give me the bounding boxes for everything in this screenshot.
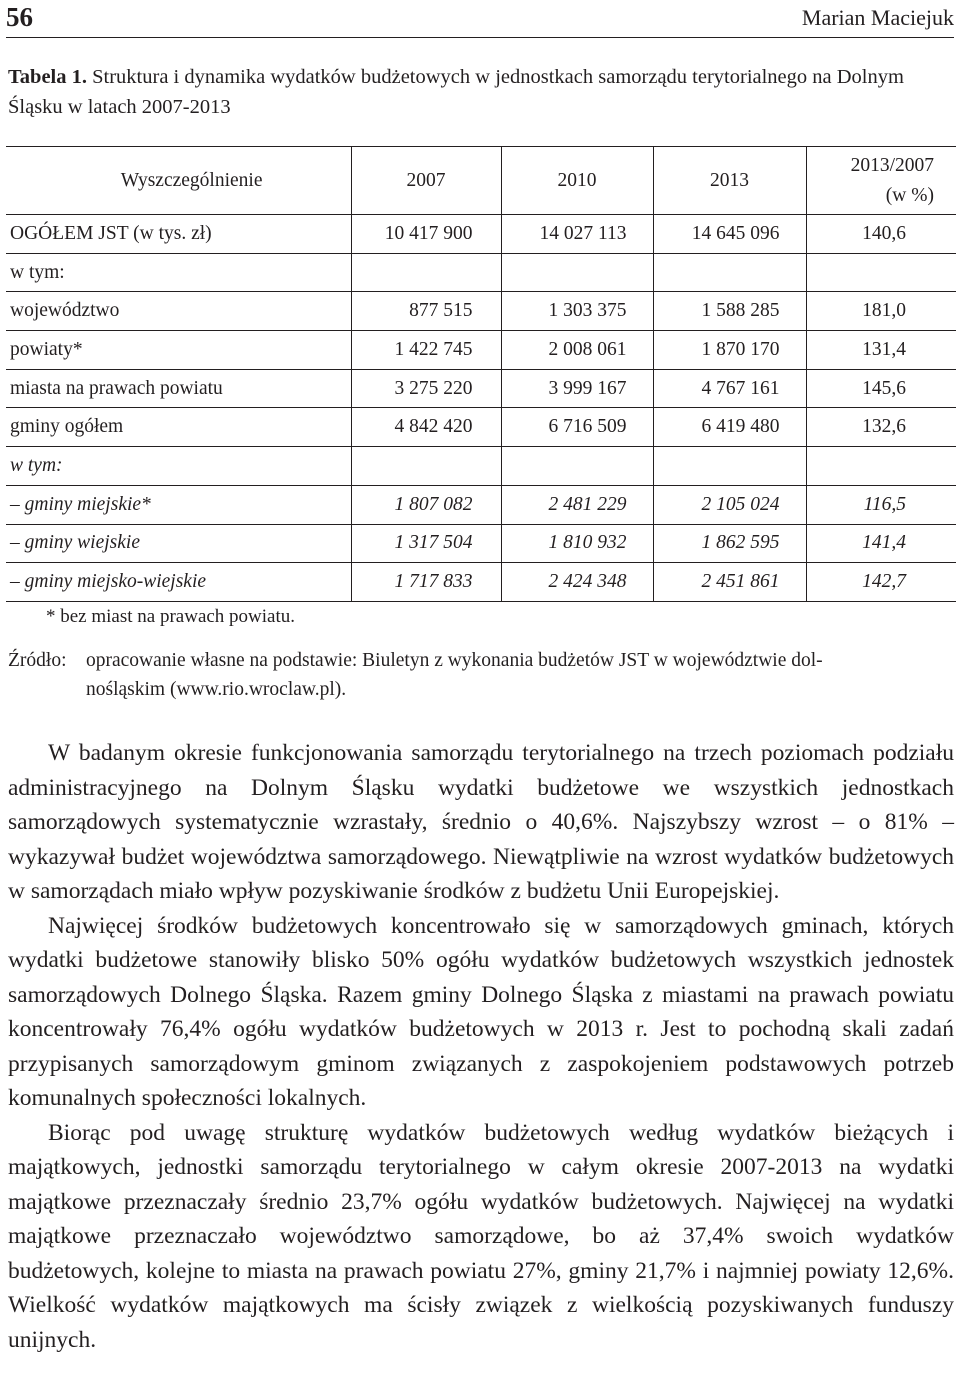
table-row-wojewodztwo <box>6 292 956 331</box>
row-label: – gminy miejsko-wiejskie <box>6 563 351 602</box>
cell-2007 <box>351 447 501 486</box>
source-text-1: opracowanie własne na podstawie: Biuletyn z wykonania budżetów JST w województwie dol- <box>86 650 823 671</box>
row-label: w tym: <box>6 253 351 292</box>
table-row-subheading-gminy <box>6 447 956 486</box>
cell-ratio: 140,6 <box>806 215 956 254</box>
body-text <box>8 736 954 1357</box>
cell-2007: 1 717 833 <box>351 563 501 602</box>
cell-ratio: 145,6 <box>806 369 956 408</box>
col-header-ratio-line1: 2013/2007 <box>850 154 934 176</box>
col-header-label: Wyszczególnienie <box>6 147 351 215</box>
table-row-gminy-wiejskie <box>6 524 956 563</box>
running-head-author: Marian Maciejuk <box>801 5 954 30</box>
cell-2013: 6 419 480 <box>653 408 806 447</box>
col-header-2010: 2010 <box>501 147 653 215</box>
col-header-ratio <box>806 147 956 215</box>
table-row-gminy-miejskie <box>6 485 956 524</box>
cell-ratio: 141,4 <box>806 524 956 563</box>
cell-ratio: 142,7 <box>806 563 956 602</box>
source-label: Źródło: <box>8 650 67 671</box>
cell-2010: 1 810 932 <box>501 524 653 563</box>
table-footnote: * bez miast na prawach powiatu. <box>46 606 296 627</box>
cell-ratio: 131,4 <box>806 331 956 370</box>
cell-2013: 2 451 861 <box>653 563 806 602</box>
source-line-1 <box>8 646 952 675</box>
page-header <box>6 0 954 38</box>
expenditure-table <box>6 146 956 602</box>
table-caption-label: Tabela 1. <box>8 66 87 88</box>
row-label: – gminy wiejskie <box>6 524 351 563</box>
cell-ratio: 132,6 <box>806 408 956 447</box>
cell-2013: 1 588 285 <box>653 292 806 331</box>
cell-2013: 1 862 595 <box>653 524 806 563</box>
row-label: – gminy miejskie* <box>6 485 351 524</box>
cell-2010: 2 481 229 <box>501 485 653 524</box>
col-header-2007: 2007 <box>351 147 501 215</box>
table-row-gminy-miejsko-wiejskie <box>6 563 956 602</box>
cell-2007 <box>351 253 501 292</box>
cell-2010: 2 008 061 <box>501 331 653 370</box>
table-header-row <box>6 147 956 215</box>
cell-2010 <box>501 253 653 292</box>
cell-2010: 2 424 348 <box>501 563 653 602</box>
col-header-2013: 2013 <box>653 147 806 215</box>
table-source <box>8 646 952 704</box>
table-row-powiaty <box>6 331 956 370</box>
cell-2010: 14 027 113 <box>501 215 653 254</box>
cell-2013: 14 645 096 <box>653 215 806 254</box>
row-label: gminy ogółem <box>6 408 351 447</box>
cell-2007: 1 807 082 <box>351 485 501 524</box>
row-label: powiaty* <box>6 331 351 370</box>
cell-2013: 2 105 024 <box>653 485 806 524</box>
cell-2013 <box>653 253 806 292</box>
cell-2013: 1 870 170 <box>653 331 806 370</box>
cell-2010: 6 716 509 <box>501 408 653 447</box>
table-row-subheading <box>6 253 956 292</box>
cell-ratio <box>806 253 956 292</box>
cell-2007: 1 317 504 <box>351 524 501 563</box>
paragraph: Najwięcej środków budżetowych koncentrowało się w samorządowych gminach, których wydatki budżetowe stanowiły blisko 50% ogółu wydatków budżetowych wszystkich jednostek samorządowych Dolnego Śląska. Razem gminy Dolnego Śląska z miastami na prawach powiatu koncentrowały 76,4% ogółu wydatków budżetowych w 2013 r. Jest to pochodną skali zadań przypisanych samorządowym gminom związanych z zaspokojeniem podstawowych potrzeb komunalnych społeczności lokalnych. <box>8 912 954 1111</box>
cell-2007: 877 515 <box>351 292 501 331</box>
cell-2007: 3 275 220 <box>351 369 501 408</box>
cell-ratio: 116,5 <box>806 485 956 524</box>
paragraph: Biorąc pod uwagę strukturę wydatków budżetowych według wydatków bieżących i majątkowych, jednostki samorządu terytorialnego w całym okresie 2007-2013 na wydatki majątkowe przeznaczały średnio 23,7% ogółu wydatków budżetowych. Najwięcej na wydatki majątkowe przeznaczało województwo samorządowe, bo aż 37,4% swoich wydatków budżetowych, kolejne to miasta na prawach powiatu 27%, gminy 21,7% i najmniej powiaty 12,6%. Wielkość wydatków majątkowych ma ścisły związek z wielkością pozyskiwanych funduszy unijnych. <box>8 1119 954 1353</box>
source-text-2: nośląskim (www.rio.wroclaw.pl). <box>86 679 347 700</box>
cell-ratio <box>806 447 956 486</box>
row-label: w tym: <box>6 447 351 486</box>
cell-2010 <box>501 447 653 486</box>
row-label: OGÓŁEM JST (w tys. zł) <box>6 215 351 254</box>
table-row-total <box>6 215 956 254</box>
cell-2010: 3 999 167 <box>501 369 653 408</box>
table-caption <box>8 62 952 122</box>
cell-2007: 4 842 420 <box>351 408 501 447</box>
cell-2007: 10 417 900 <box>351 215 501 254</box>
row-label: miasta na prawach powiatu <box>6 369 351 408</box>
paragraph: W badanym okresie funkcjonowania samorządu terytorialnego na trzech poziomach podziału administracyjnego na Dolnym Śląsku wydatki budżetowe we wszystkich jednostkach samorządowych systematycznie wzrastały, średnio o 40,6%. Najszybszy wzrost – o 81% – wykazywał budżet województwa samorządowego. Niewątpliwie na wzrost wydatków budżetowych w samorządach miało wpływ pozyskiwanie środków z budżetu Unii Europejskiej. <box>8 740 954 904</box>
row-label: województwo <box>6 292 351 331</box>
table-row-miasta <box>6 369 956 408</box>
page-number: 56 <box>6 2 33 32</box>
cell-ratio: 181,0 <box>806 292 956 331</box>
cell-2010: 1 303 375 <box>501 292 653 331</box>
cell-2013: 4 767 161 <box>653 369 806 408</box>
cell-2007: 1 422 745 <box>351 331 501 370</box>
cell-2013 <box>653 447 806 486</box>
table-caption-text: Struktura i dynamika wydatków budżetowych w jednostkach samorządu terytorialnego na Dolnym Śląsku w latach 2007-2013 <box>8 66 904 118</box>
col-header-ratio-line2: (w %) <box>885 184 934 206</box>
table-row-gminy <box>6 408 956 447</box>
